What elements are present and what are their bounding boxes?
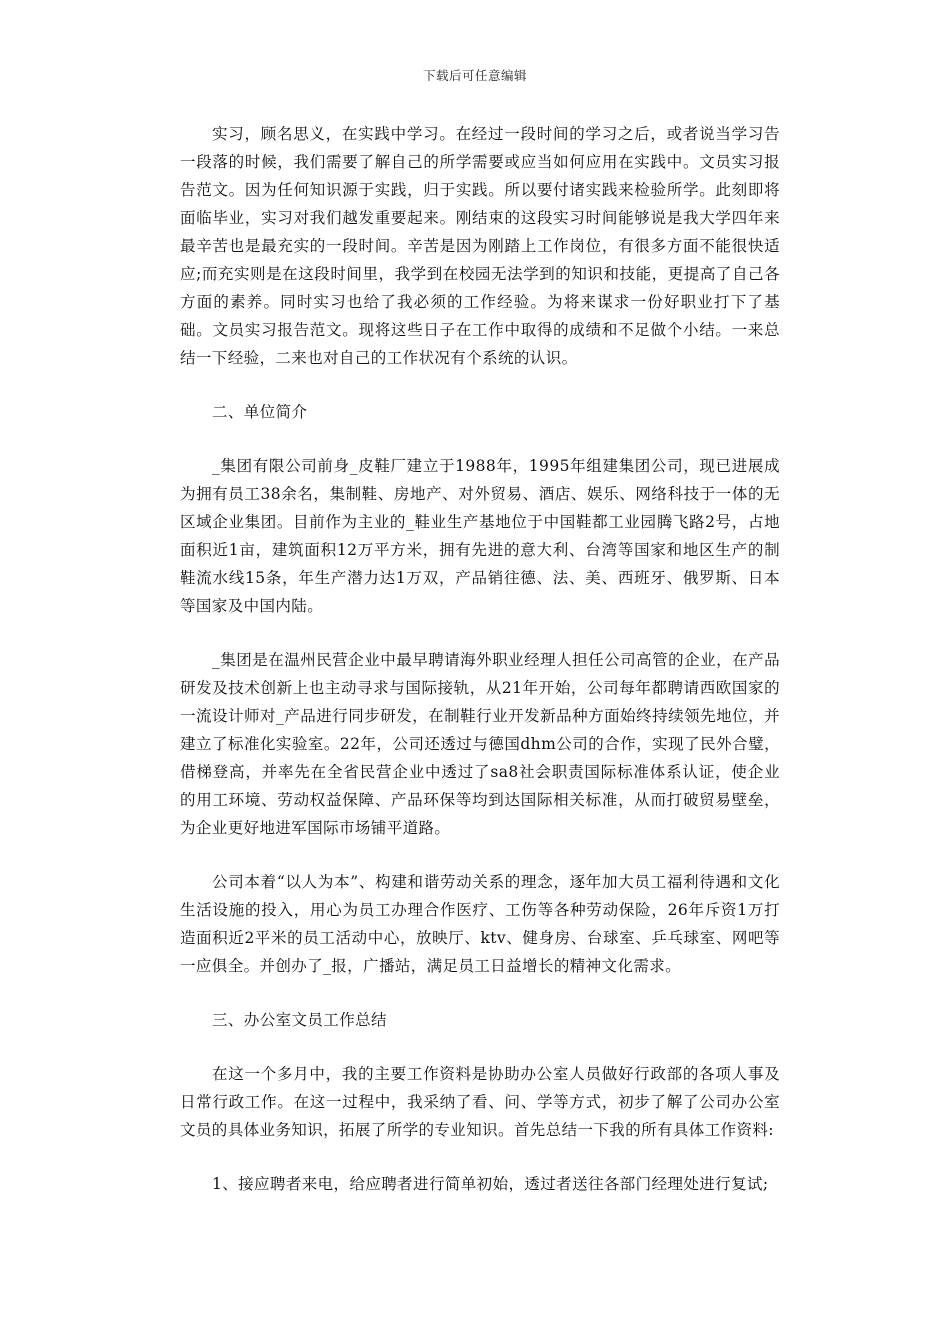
page-header-note: 下载后可任意编辑 bbox=[422, 68, 527, 83]
section-heading-work-summary: 三、办公室文员工作总结 bbox=[212, 1011, 387, 1029]
paragraph-company-innovation: _集团是在温州民营企业中最早聘请海外职业经理人担任公司高管的企业，在产品研发及技术创新上也主动寻求与国际接轨，从21年开始，公司每年都聘请西欧国家的一流设计师对_产品进行同步研发，在制鞋行业开发新品种方面始终持续领先地位，并建立了标准化实验室。22年，公司还透过与德国dhm公司的合作，实现了民外合璧，借梯登高，并率先在全省民营企业中透过了sa8社会职责国际标准体系认证，使企业的用工环境、劳动权益保障、产品环保等均到达国际相关标准，从而打破贸易壁垒，为企业更好地进军国际市场铺平道路。 bbox=[180, 651, 780, 837]
paragraph-company-history: _集团有限公司前身_皮鞋厂建立于1988年，1995年组建集团公司，现已进展成为拥有员工38余名，集制鞋、房地产、对外贸易、酒店、娱乐、网络科技于一体的无区域企业集团。目前作为主业的_鞋业生产基地位于中国鞋都工业园腾飞路2号，占地面积近1亩，建筑面积12万平方米，拥有先进的意大利、台湾等国家和地区生产的制鞋流水线15条，年生产潜力达1万双，产品销往德、法、美、西班牙、俄罗斯、日本等国家及中国内陆。 bbox=[180, 457, 780, 615]
paragraph-work-overview: 在这一个多月中，我的主要工作资料是协助办公室人员做好行政部的各项人事及日常行政工作。在这一过程中，我采纳了看、问、学等方式，初步了解了公司办公室文员的具体业务知识，拓展了所学的专业知识。首先总结一下我的所有具体工作资料: bbox=[180, 1065, 780, 1139]
document-body bbox=[180, 120, 780, 1224]
paragraph-task-1: 1、接应聘者来电，给应聘者进行简单初始，透过者送往各部门经理处进行复试; bbox=[212, 1175, 769, 1193]
section-heading-company-profile: 二、单位简介 bbox=[212, 403, 308, 421]
paragraph-intro: 实习，顾名思义，在实践中学习。在经过一段时间的学习之后，或者说当学习告一段落的时候，我们需要了解自己的所学需要或应当如何应用在实践中。文员实习报告范文。因为任何知识源于实践，归于实践。所以要付诸实践来检验所学。此刻即将面临毕业，实习对我们越发重要起来。刚结束的这段实习时间能够说是我大学四年来最辛苦也是最充实的一段时间。辛苦是因为刚踏上工作岗位，有很多方面不能很快适应;而充实则是在这段时间里，我学到在校园无法学到的知识和技能，更提高了自己各方面的素养。同时实习也给了我必须的工作经验。为将来谋求一份好职业打下了基础。文员实习报告范文。现将这些日子在工作中取得的成绩和不足做个小结。一来总结一下经验，二来也对自己的工作状况有个系统的认识。 bbox=[180, 125, 780, 367]
paragraph-employee-welfare: 公司本着“以人为本”、构建和谐劳动关系的理念，逐年加大员工福利待遇和文化生活设施的投入，用心为员工办理合作医疗、工伤等各种劳动保险，26年斥资1万打造面积近2平米的员工活动中心，放映厅、ktv、健身房、台球室、乒乓球室、网吧等一应俱全。并创办了_报，广播站，满足员工日益增长的精神文化需求。 bbox=[180, 873, 780, 975]
